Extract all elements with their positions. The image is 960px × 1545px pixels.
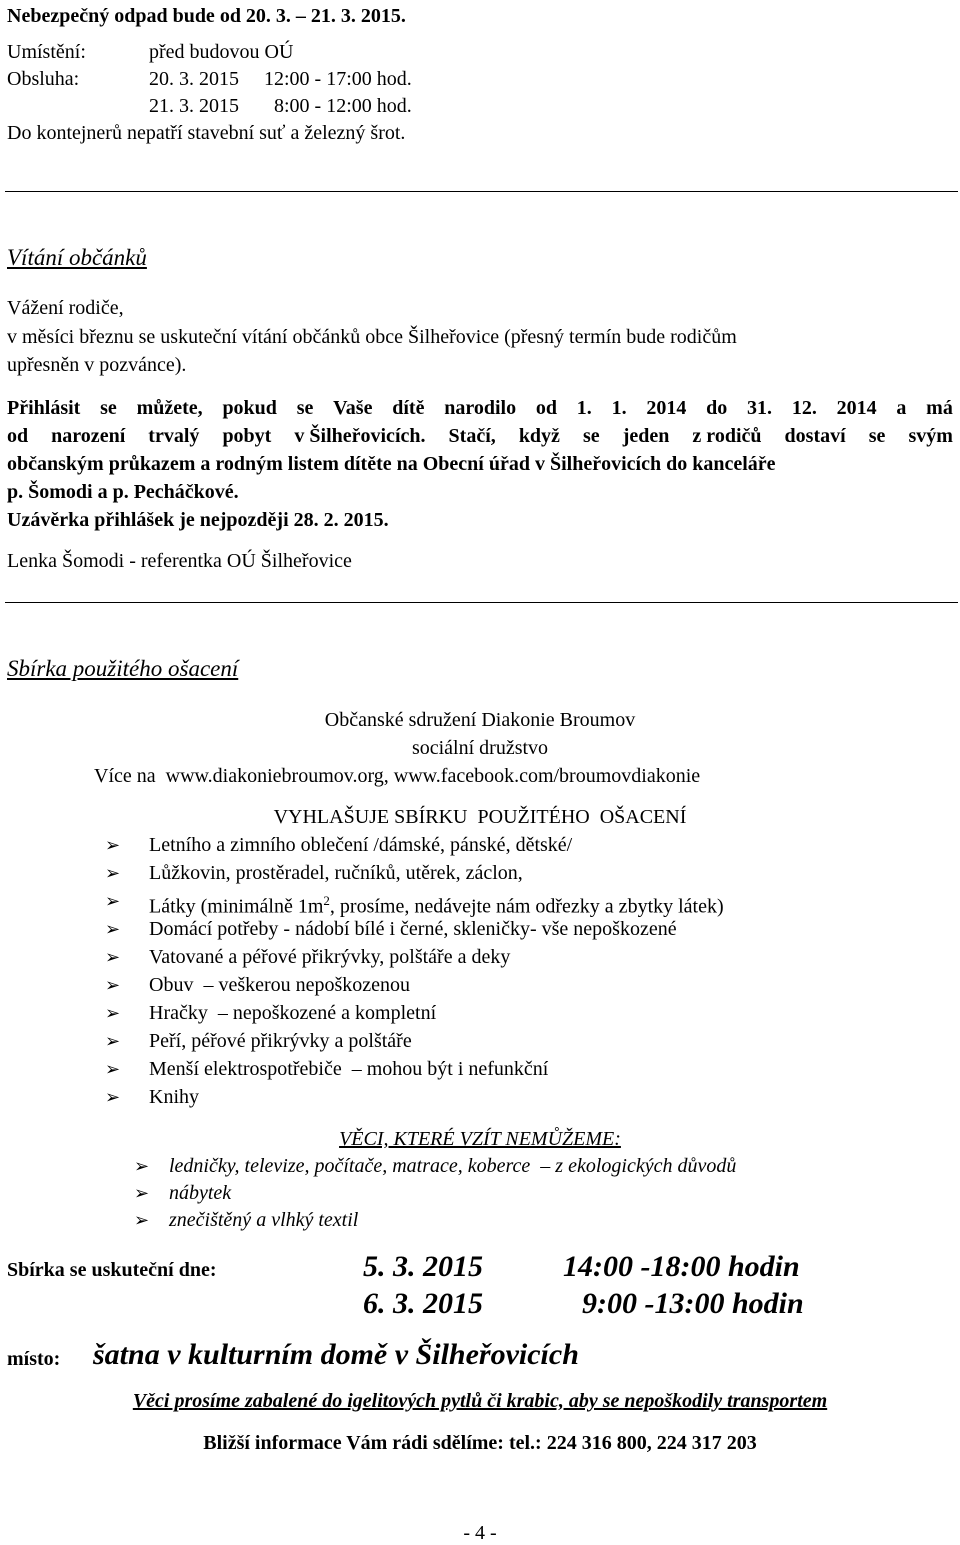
arrow-bullet-icon: ➢ <box>134 1183 150 1203</box>
waste-service-line-1: 20. 3. 2015 12:00 - 17:00 hod. <box>149 68 412 90</box>
list-item: nábytek <box>169 1182 232 1204</box>
waste-heading: Nebezpečný odpad bude od 20. 3. – 21. 3. 2015. <box>7 5 406 27</box>
list-item: Knihy <box>149 1086 199 1108</box>
welcome-paragraph-line: upřesněn v pozvánce). <box>7 354 187 376</box>
word: od <box>7 425 29 447</box>
word: se <box>582 425 600 447</box>
collection-place: šatna v kulturním domě v Šilheřovicích <box>93 1338 579 1371</box>
arrow-bullet-icon: ➢ <box>105 863 121 883</box>
waste-service-line-2: 21. 3. 2015 8:00 - 12:00 hod. <box>149 95 412 117</box>
clothing-title: Sbírka použitého ošacení <box>7 656 239 681</box>
page-number: - 4 - <box>463 1522 497 1544</box>
list-item-text: Látky (minimálně 1m <box>149 895 324 918</box>
list-item: Hračky – nepoškozené a kompletní <box>149 1002 437 1024</box>
welcome-title: Vítání občánků <box>7 245 147 270</box>
word: narodilo <box>444 397 517 419</box>
word: v Šilheřovicích. <box>294 425 426 447</box>
collection-date-label: Sbírka se uskuteční dne: <box>7 1259 217 1281</box>
not-accepted-title: VĚCI, KTERÉ VZÍT NEMŮŽEME: <box>339 1128 621 1150</box>
place-label: místo: <box>7 1348 61 1370</box>
waste-location-value: před budovou OÚ <box>149 41 294 63</box>
word: můžete, <box>136 397 203 419</box>
list-item: Menší elektrospotřebiče – mohou být i nefunkční <box>149 1058 549 1080</box>
list-item: Domácí potřeby - nádobí bílé i černé, skleničky- vše nepoškozené <box>149 918 677 940</box>
word: dostaví <box>784 425 846 447</box>
welcome-deadline: Uzávěrka přihlášek je nejpozději 28. 2. 2015. <box>7 509 389 531</box>
collection-date-1: 5. 3. 2015 <box>363 1250 483 1283</box>
arrow-bullet-icon: ➢ <box>134 1210 150 1230</box>
word: trvalý <box>148 425 200 447</box>
arrow-bullet-icon: ➢ <box>105 891 121 911</box>
organization-type: sociální družstvo <box>411 737 549 759</box>
word: se <box>100 397 117 419</box>
word: od <box>535 397 558 419</box>
list-item: Vatované a péřové přikrývky, polštáře a deky <box>149 946 511 968</box>
packing-note: Věci prosíme zabalené do igelitových pytlů či krabic, aby se nepoškodily transportem <box>132 1390 828 1412</box>
word: svým <box>908 425 953 447</box>
collection-announcement: VYHLAŠUJE SBÍRKU POUŽITÉHO OŠACENÍ <box>273 806 687 828</box>
welcome-registration-line <box>7 424 953 448</box>
waste-service-label: Obsluha: <box>7 68 80 90</box>
word: 12. <box>791 397 817 419</box>
word: Přihlásit <box>7 397 81 419</box>
list-item: Letního a zimního oblečení /dámské, pánské, dětské/ <box>149 834 573 856</box>
word: Vaše <box>333 397 373 419</box>
list-item-text: , prosíme, nedávejte nám odřezky a zbytky látek) <box>329 895 724 918</box>
arrow-bullet-icon: ➢ <box>105 835 121 855</box>
word: pokud <box>222 397 277 419</box>
welcome-registration-line <box>7 396 953 420</box>
word: se <box>868 425 886 447</box>
word: jeden <box>622 425 670 447</box>
word: 2014 <box>646 397 687 419</box>
contact-info: Bližší informace Vám rádi sdělíme: tel.: 224 316 800, 224 317 203 <box>203 1432 757 1454</box>
word: pobyt <box>222 425 272 447</box>
word: z rodičů <box>692 425 762 447</box>
welcome-registration-line: p. Šomodi a p. Pecháčkové. <box>7 481 239 503</box>
arrow-bullet-icon: ➢ <box>134 1156 150 1176</box>
welcome-signature: Lenka Šomodi - referentka OÚ Šilheřovice <box>7 550 352 572</box>
list-item: ledničky, televize, počítače, matrace, koberce – z ekologických důvodů <box>169 1155 737 1177</box>
welcome-paragraph-line: v měsíci březnu se uskuteční vítání občánků obce Šilheřovice (přesný termín bude rodičům <box>7 326 737 348</box>
arrow-bullet-icon: ➢ <box>105 975 121 995</box>
superscript: 2 <box>323 893 330 908</box>
word: dítě <box>392 397 425 419</box>
list-item: Lůžkovin, prostěradel, ručníků, utěrek, záclon, <box>149 862 523 884</box>
word: narození <box>51 425 126 447</box>
word: 2014 <box>836 397 877 419</box>
word: a <box>896 397 907 419</box>
arrow-bullet-icon: ➢ <box>105 1087 121 1107</box>
list-item: znečištěný a vlhký textil <box>169 1209 359 1231</box>
divider <box>5 602 958 603</box>
word: když <box>518 425 560 447</box>
arrow-bullet-icon: ➢ <box>105 1059 121 1079</box>
collection-time-1: 14:00 -18:00 hodin <box>563 1250 800 1283</box>
organization-name: Občanské sdružení Diakonie Broumov <box>324 709 636 731</box>
arrow-bullet-icon: ➢ <box>105 1003 121 1023</box>
word: má <box>926 397 953 419</box>
word: se <box>296 397 314 419</box>
arrow-bullet-icon: ➢ <box>105 947 121 967</box>
collection-date-2: 6. 3. 2015 <box>363 1287 483 1320</box>
word: do <box>706 397 728 419</box>
word: 1. <box>576 397 592 419</box>
waste-note: Do kontejnerů nepatří stavební suť a železný šrot. <box>7 122 406 144</box>
word: Stačí, <box>448 425 496 447</box>
list-item <box>149 889 724 919</box>
arrow-bullet-icon: ➢ <box>105 919 121 939</box>
welcome-registration-line: občanským průkazem a rodným listem dítěte na Obecní úřad v Šilheřovicích do kanceláře <box>7 453 776 475</box>
arrow-bullet-icon: ➢ <box>105 1031 121 1051</box>
collection-time-2: 9:00 -13:00 hodin <box>582 1287 804 1320</box>
more-info-links: Více na www.diakoniebroumov.org, www.facebook.com/broumovdiakonie <box>94 765 701 787</box>
word: 31. <box>747 397 773 419</box>
divider <box>5 191 958 192</box>
waste-location-label: Umístění: <box>7 41 86 63</box>
list-item: Peří, péřové přikrývky a polštáře <box>149 1030 412 1052</box>
welcome-greeting: Vážení rodiče, <box>7 297 124 319</box>
word: 1. <box>611 397 627 419</box>
list-item: Obuv – veškerou nepoškozenou <box>149 974 411 996</box>
